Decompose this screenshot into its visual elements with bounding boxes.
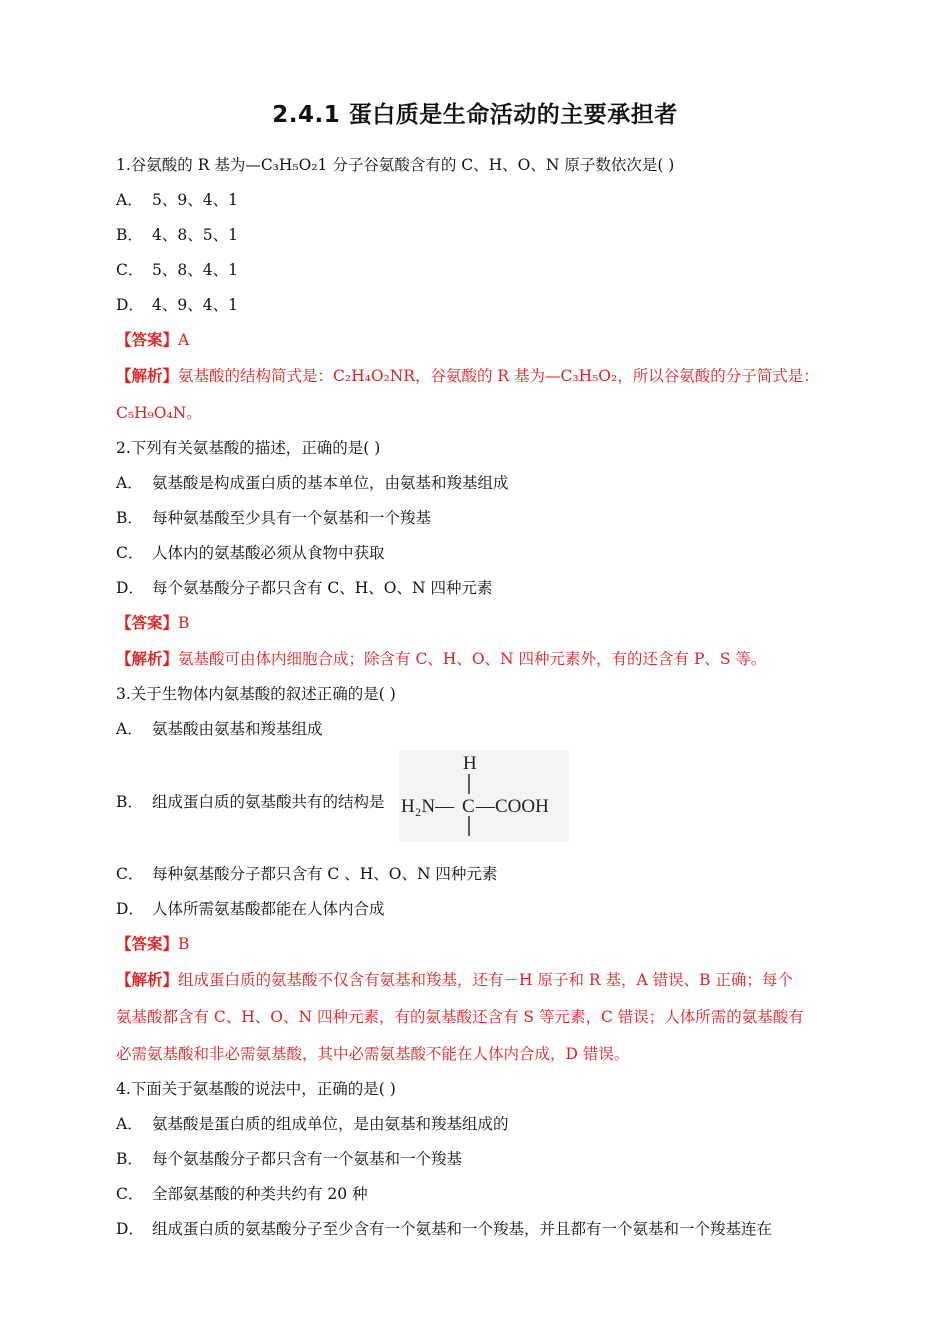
question-4-option-b bbox=[116, 1148, 846, 1170]
option-text: 每种氨基酸分子都只含有 C 、H、O、N 四种元素 bbox=[152, 865, 498, 883]
question-3-analysis-cont-2: 必需氨基酸和非必需氨基酸，其中必需氨基酸不能在人体内合成，D 错误。 bbox=[116, 1045, 630, 1063]
option-text: 每种氨基酸至少具有一个氨基和一个羧基 bbox=[152, 509, 432, 527]
question-1-analysis bbox=[116, 365, 846, 387]
analysis-text: 氨基酸的结构简式是：C₂H₄O₂NR，谷氨酸的 R 基为—C₃H₅O₂，所以谷氨酸的分子简式是： bbox=[178, 367, 819, 385]
option-text: 人体所需氨基酸都能在人体内合成 bbox=[152, 900, 385, 918]
option-letter: A． bbox=[116, 474, 143, 492]
option-letter: D． bbox=[116, 900, 144, 918]
amino-acid-structure-image bbox=[399, 750, 569, 842]
question-1-option-c bbox=[116, 259, 846, 281]
question-3-analysis bbox=[116, 969, 846, 991]
question-4-option-c bbox=[116, 1183, 846, 1205]
option-letter: D． bbox=[116, 296, 144, 314]
question-3-stem: 3.关于生物体内氨基酸的叙述正确的是( ) bbox=[116, 685, 396, 703]
option-text: 氨基酸是构成蛋白质的基本单位，由氨基和羧基组成 bbox=[152, 474, 509, 492]
analysis-tag: 【解析】 bbox=[116, 650, 179, 668]
question-2-analysis bbox=[116, 648, 846, 670]
option-text: 人体内的氨基酸必须从食物中获取 bbox=[152, 544, 385, 562]
option-letter: C． bbox=[116, 544, 144, 562]
analysis-tag: 【解析】 bbox=[116, 971, 179, 989]
analysis-text: 组成蛋白质的氨基酸不仅含有氨基和羧基，还有－H 原子和 R 基，A 错误、B 正确；每个 bbox=[178, 971, 793, 989]
amino-acid-structure-svg bbox=[399, 750, 569, 842]
question-4-stem: 4.下面关于氨基酸的说法中，正确的是( ) bbox=[116, 1080, 396, 1098]
question-1-option-b bbox=[116, 224, 846, 246]
question-2-option-a bbox=[116, 472, 846, 494]
option-letter: B． bbox=[116, 226, 143, 244]
option-text: 组成蛋白质的氨基酸分子至少含有一个氨基和一个羧基，并且都有一个氨基和一个羧基连在 bbox=[152, 1220, 773, 1238]
question-1-option-a bbox=[116, 189, 846, 211]
question-2-answer bbox=[116, 612, 846, 634]
question-2-option-b bbox=[116, 507, 846, 529]
option-letter: A． bbox=[116, 1115, 143, 1133]
option-text: 每个氨基酸分子都只含有一个氨基和一个羧基 bbox=[152, 1150, 463, 1168]
question-1-answer bbox=[116, 329, 846, 351]
option-letter: B． bbox=[116, 509, 143, 527]
option-letter: C． bbox=[116, 1185, 144, 1203]
structure-h-label: H bbox=[463, 753, 477, 774]
option-text: 氨基酸是蛋白质的组成单位，是由氨基和羧基组成的 bbox=[152, 1115, 509, 1133]
answer-tag: 【答案】 bbox=[116, 331, 179, 349]
question-1-stem: 1.谷氨酸的 R 基为—C₃H₅O₂1 分子谷氨酸含有的 C、H、O、N 原子数依次是( ) bbox=[116, 156, 675, 174]
question-3-analysis-cont-1: 氨基酸都含有 C、H、O、N 四种元素，有的氨基酸还含有 S 等元素，C 错误；人体所需的氨基酸有 bbox=[116, 1008, 804, 1026]
structure-central-carbon: C bbox=[462, 796, 475, 817]
option-text: 全部氨基酸的种类共约有 20 种 bbox=[152, 1185, 368, 1203]
answer-tag: 【答案】 bbox=[116, 614, 179, 632]
analysis-text: 氨基酸可由体内细胞合成；除含有 C、H、O、N 四种元素外，有的还含有 P、S 等。 bbox=[178, 650, 767, 668]
option-letter: D． bbox=[116, 579, 144, 597]
option-text: 每个氨基酸分子都只含有 C、H、O、N 四种元素 bbox=[152, 579, 493, 597]
option-letter: B． bbox=[116, 793, 143, 811]
option-letter: D． bbox=[116, 1220, 144, 1238]
question-1-option-d bbox=[116, 294, 846, 316]
option-text: 4、8、5、1 bbox=[152, 226, 238, 244]
option-letter: A． bbox=[116, 720, 143, 738]
question-4-option-d bbox=[116, 1218, 846, 1240]
analysis-tag: 【解析】 bbox=[116, 367, 179, 385]
option-letter: C． bbox=[116, 261, 144, 279]
option-letter: C． bbox=[116, 865, 144, 883]
question-2-stem: 2.下列有关氨基酸的描述，正确的是( ) bbox=[116, 439, 381, 457]
option-text: 5、8、4、1 bbox=[152, 261, 238, 279]
question-3-answer bbox=[116, 933, 846, 955]
page-title: 2.4.1 蛋白质是生命活动的主要承担者 bbox=[272, 102, 678, 128]
option-text: 氨基酸由氨基和羧基组成 bbox=[152, 720, 323, 738]
answer-value: B bbox=[178, 614, 190, 632]
structure-amino-group: H₂N— bbox=[401, 796, 455, 817]
option-text: 组成蛋白质的氨基酸共有的结构是 bbox=[152, 793, 385, 811]
question-4-option-a bbox=[116, 1113, 846, 1135]
question-3-option-c bbox=[116, 863, 846, 885]
question-2-option-d bbox=[116, 577, 846, 599]
question-1-analysis-cont: C₅H₉O₄N。 bbox=[116, 404, 202, 422]
question-3-option-a bbox=[116, 718, 846, 740]
question-2-option-c bbox=[116, 542, 846, 564]
option-letter: A． bbox=[116, 191, 143, 209]
answer-value: B bbox=[178, 935, 190, 953]
option-letter: B． bbox=[116, 1150, 143, 1168]
answer-value: A bbox=[178, 331, 190, 349]
answer-tag: 【答案】 bbox=[116, 935, 179, 953]
option-text: 5、9、4、1 bbox=[152, 191, 238, 209]
question-3-option-d bbox=[116, 898, 846, 920]
option-text: 4、9、4、1 bbox=[152, 296, 238, 314]
structure-carboxyl-group: —COOH bbox=[476, 796, 549, 817]
